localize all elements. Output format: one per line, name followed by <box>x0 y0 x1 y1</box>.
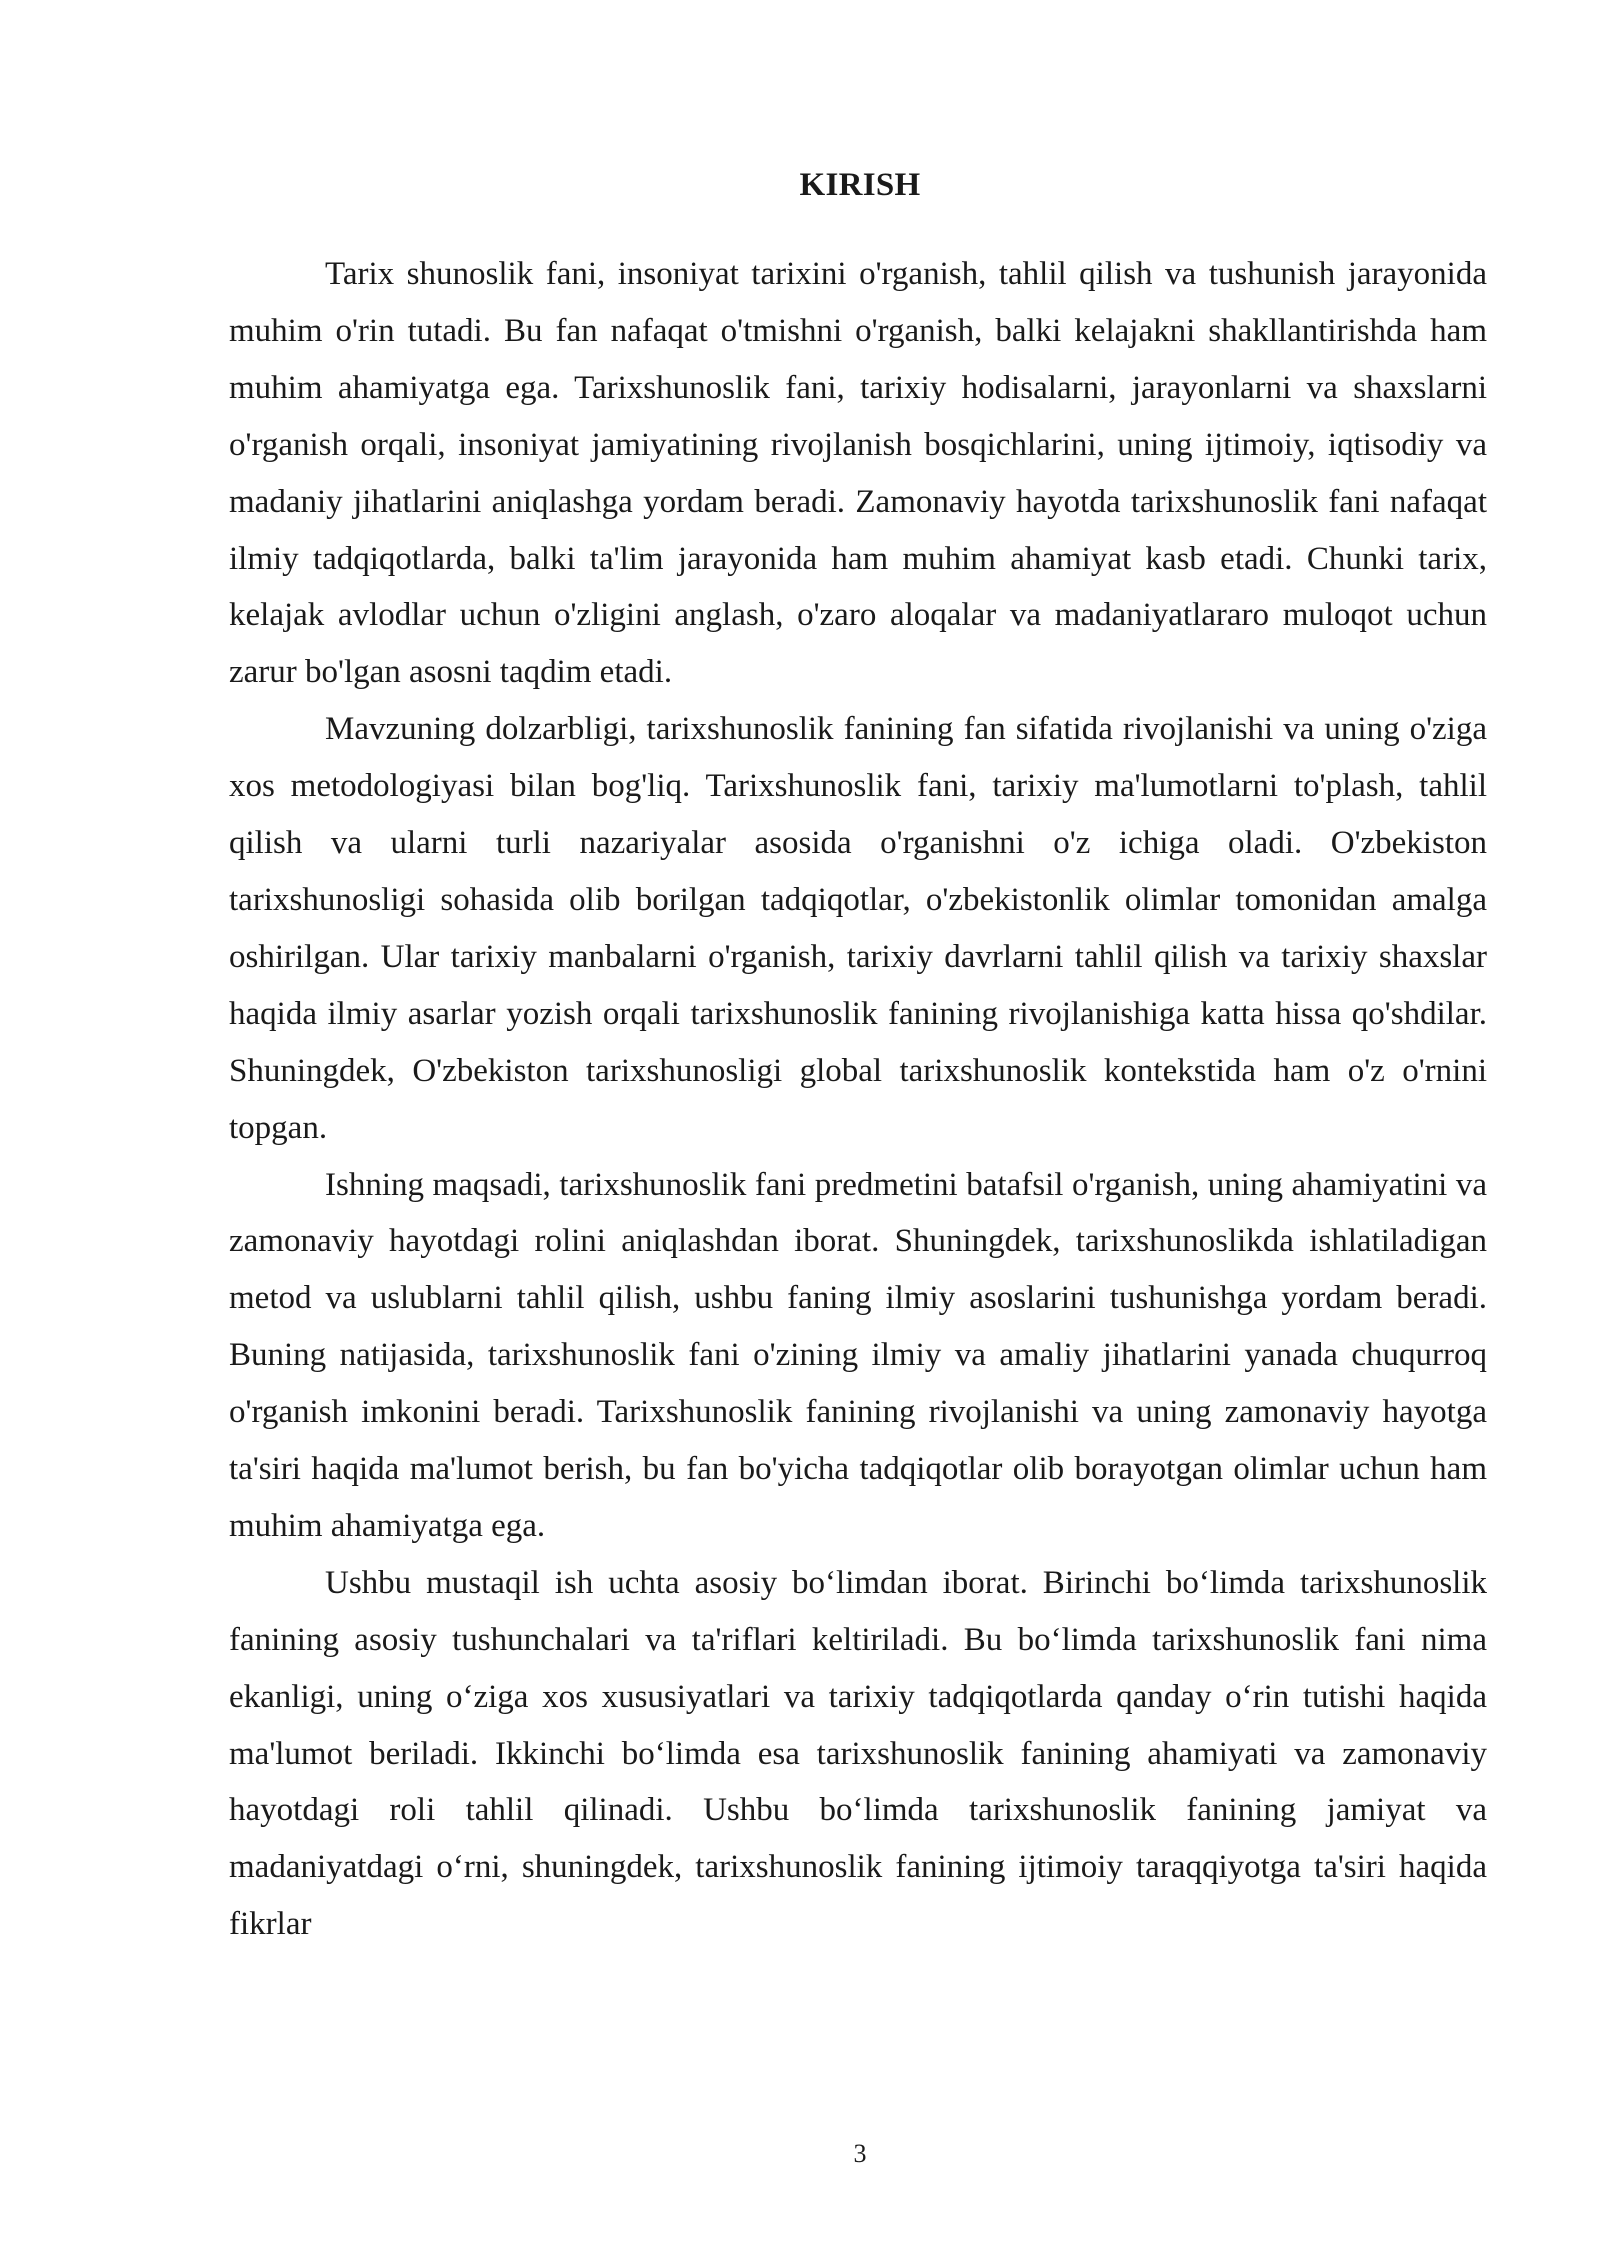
page-number: 3 <box>853 2139 867 2168</box>
paragraph-structure: Ushbu mustaqil ish uchta asosiy bo‘limdan iborat. Birinchi bo‘limda tarixshunoslik fanining asosiy tushunchalari va ta'riflari keltiriladi. Bu bo‘limda tarixshunoslik fani nima ekanligi, uning o‘ziga xos xususiyatlari va tarixiy tadqiqotlarda qanday o‘rin tutishi haqida ma'lumot beriladi. Ikkinchi bo‘limda esa tarixshunoslik fanining ahamiyati va zamonaviy hayotdagi roli tahlil qilinadi. Ushbu bo‘limda tarixshunoslik fanining jamiyat va madaniyatdagi o‘rni, shuningdek, tarixshunoslik fanining ijtimoiy taraqqiyotga ta'siri haqida fikrlar <box>229 1564 1487 1943</box>
paragraph-relevance: Mavzuning dolzarbligi, tarixshunoslik fanining fan sifatida rivojlanishi va uning o'ziga xos metodologiyasi bilan bog'liq. Tarixshunoslik fani, tarixiy ma'lumotlarni to'plash, tahlil qilish va ularni turli nazariyalar asosida o'rganishni o'z ichiga oladi. O'zbekiston tarixshunosligi sohasida olib borilgan tadqiqotlar, o'zbekistonlik olimlar tomonidan amalga oshirilgan. Ular tarixiy manbalarni o'rganish, tarixiy davrlarni tahlil qilish va tarixiy shaxslar haqida ilmiy asarlar yozish orqali tarixshunoslik fanining rivojlanishiga katta hissa qo'shdilar. Shuningdek, O'zbekiston tarixshunosligi global tarixshunoslik kontekstida ham o'z o'rnini topgan. <box>229 711 1487 1146</box>
page-title: KIRISH <box>799 167 921 203</box>
paragraph-goal: Ishning maqsadi, tarixshunoslik fani predmetini batafsil o'rganish, uning ahamiyatini va zamonaviy hayotdagi rolini aniqlashdan iborat. Shuningdek, tarixshunoslikda ishlatiladigan metod va uslublarni tahlil qilish, ushbu faning ilmiy asoslarini tushunishga yordam beradi. Buning natijasida, tarixshunoslik fani o'zining ilmiy va amaliy jihatlarini yanada chuqurroq o'rganish imkonini beradi. Tarixshunoslik fanining rivojlanishi va uning zamonaviy hayotga ta'siri haqida ma'lumot berish, bu fan bo'yicha tadqiqotlar olib borayotgan olimlar uchun ham muhim ahamiyatga ega. <box>229 1166 1487 1544</box>
paragraph-intro: Tarix shunoslik fani, insoniyat tarixini o'rganish, tahlil qilish va tushunish jarayonida muhim o'rin tutadi. Bu fan nafaqat o'tmishni o'rganish, balki kelajakni shakllantirishda ham muhim ahamiyatga ega. Tarixshunoslik fani, tarixiy hodisalarni, jarayonlarni va shaxslarni o'rganish orqali, insoniyat jamiyatining rivojlanish bosqichlarini, uning ijtimoiy, iqtisodiy va madaniy jihatlarini aniqlashga yordam beradi. Zamonaviy hayotda tarixshunoslik fani nafaqat ilmiy tadqiqotlarda, balki ta'lim jarayonida ham muhim ahamiyat kasb etadi. Chunki tarix, kelajak avlodlar uchun o'zligini anglash, o'zaro aloqalar va madaniyatlararo muloqot uchun zarur bo'lgan asosni taqdim etadi. <box>229 256 1487 691</box>
body-text <box>229 246 1487 1953</box>
